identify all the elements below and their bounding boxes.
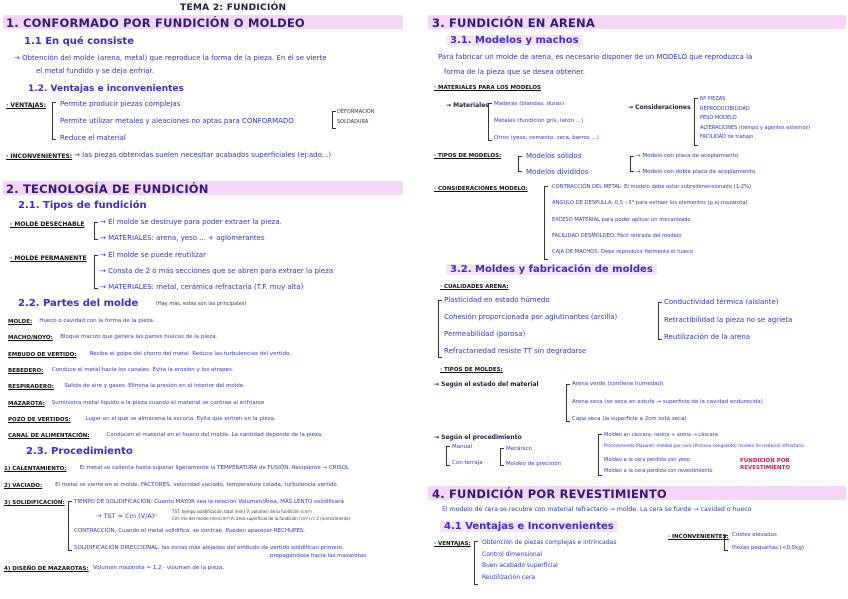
proc-text: El metal se vierte en el molde. FACTORES: velocidad vaciado, temperatura colada, turbulencia vertido. xyxy=(55,482,339,488)
s4-inconveniente-item: Costes elevados xyxy=(732,532,777,538)
s4-ventaja-item: Obtención de piezas complejas e intrincadas xyxy=(482,539,617,546)
part-label: MACHO/NOYO: xyxy=(8,335,53,342)
consideracion-modelo-item: CAJA DE MACHOS: Debe reproducir fielmente el hueco xyxy=(552,249,694,256)
material-1: Maderas (blandas, duras) xyxy=(494,101,565,107)
ventaja-2-opt-2: SOLDADURA xyxy=(337,119,369,125)
ventaja-2-opt-1: DEFORMACIÓN xyxy=(337,109,375,115)
s4-ventajas-label: · VENTAJAS: xyxy=(434,541,471,547)
consideracion-modelo-item: EXCESO MATERIAL para poder aplicar un mecanizado xyxy=(552,216,691,223)
proc-4-label: 4) DISEÑO DE MAZAROTAS: xyxy=(4,566,89,572)
part-label: EMBUDO DE VERTIDO: xyxy=(8,351,77,358)
permanente-3: → MATERIALES: metal, cerámica refractaria (T.F. muy alta) xyxy=(100,283,304,291)
consideracion-modelo-item: CONTRACCIÓN DEL METAL: El modelo debe estar sobredimensionado (1-2%) xyxy=(552,184,752,190)
segun-estado-brace xyxy=(566,384,570,422)
part-text: Lugar en el que se almacena la escoria. Evita que entren en la pieza. xyxy=(85,415,276,422)
sol-contraccion: CONTRACCIÓN: Cuando el metal solidifica, se contrae. Pueden aparecer RECHUPES. xyxy=(74,528,306,534)
precision-4: Moldeo a la cera perdida con revestimiento xyxy=(604,468,713,474)
part-label: CANAL DE ALIMENTACIÓN: xyxy=(8,433,90,440)
materiales-brace xyxy=(488,103,492,141)
tipo-modelo-2: Modelos divididos xyxy=(526,168,589,176)
consideracion-modelo-item: ÁNGULO DE DESPULLA: 0,5 - 3° para extraer los elementos (p.ej mazarota) xyxy=(552,200,748,207)
consideracion-item: PESO MODELO xyxy=(700,115,737,121)
molde-desechable-label: · MOLDE DESECHABLE xyxy=(10,221,85,228)
cualidad-2: Cohesión proporcionada por aglutinantes (arcilla) xyxy=(444,313,618,321)
s31-intro-1: Para fabricar un molde de arena, es necesario disponer de un MODELO que reproduzca la xyxy=(438,53,753,61)
estado-3: Capa seca (la superficie a 2cm está seca) xyxy=(572,416,687,422)
consideracion-item: Nº PIEZAS xyxy=(700,96,726,102)
inconvenientes-label: · INCONVENIENTES: xyxy=(6,153,73,160)
ventaja-2: Permite utilizar metales y aleaciones no aptas para CONFORMADO xyxy=(60,117,294,125)
cualidad-6: Retractibilidad la pieza no se agrieta xyxy=(664,316,793,324)
s4-inconvenientes-label: · INCONVENIENTES: xyxy=(668,534,729,540)
section-1-2-title: 1.2. Ventajas e inconvenientes xyxy=(28,84,184,94)
cualidades-right-brace xyxy=(658,302,662,340)
proc-4-text: Volumen mazarota ≈ 1,2 · volumen de la pieza. xyxy=(93,565,225,571)
s11-line-2: el metal fundido y se deja enfriar. xyxy=(36,67,155,75)
consideracion-item: FACILIDAD de trabajo xyxy=(700,134,754,140)
proc-label: 2) VACIADO: xyxy=(4,483,43,489)
section-2-2-note: (Hay más, estas son las principales) xyxy=(156,301,247,307)
proc-manual: Manual xyxy=(452,444,472,450)
section-1-title: 1. CONFORMADO POR FUNDICIÓN O MOLDEO xyxy=(6,16,305,30)
s4-ventaja-item: Buen acabado superficial xyxy=(482,562,558,569)
permanente-1: → El molde se puede reutilizar xyxy=(100,251,206,259)
page-title: TEMA 2: FUNDICIÓN xyxy=(180,3,287,13)
tipos-right-brace xyxy=(630,156,634,172)
section-2-2-title: 2.2. Partes del molde xyxy=(18,298,139,309)
tipos-modelos-label: · TIPOS DE MODELOS: xyxy=(434,153,502,159)
cualidades-brace xyxy=(438,300,442,358)
consideracion-item: ALTERACIONES (tiempo y agentes externos) xyxy=(700,124,810,131)
tipos-modelos-brace xyxy=(518,156,522,172)
part-text: Bloque macizo que genera las partes huecas de la pieza. xyxy=(60,334,218,341)
s4-ventaja-item: Control dimensional xyxy=(482,550,543,558)
materiales-label: · MATERIALES PARA LOS MODELOS xyxy=(434,85,541,91)
precision-highlight: FUNDICIÓN POR REVESTIMIENTO xyxy=(740,458,791,471)
s4-inconvenientes-brace xyxy=(724,535,728,551)
precision-1: Moldeo en cáscara: resina + arena → cáscara xyxy=(604,432,718,438)
consideracion-modelo-item: FACILIDAD DESMOLDEO: Fácil retirada del modelo xyxy=(552,232,682,239)
section-3-2-title: 3.2. Moldes y fabricación de moldes xyxy=(446,264,657,275)
section-2-title: 2. TECNOLOGÍA DE FUNDICIÓN xyxy=(6,182,209,196)
cons-modelo-brace xyxy=(544,186,548,260)
estado-1: Arena verde (contiene humedad) xyxy=(572,381,664,387)
sol-formula: → TST = Cm (V/A)ⁿ xyxy=(96,512,157,520)
tipos-moldes-label: · TIPOS DE MOLDES: xyxy=(440,367,503,373)
proc-label: 1) CALENTAMIENTO: xyxy=(4,466,67,472)
part-label: MAZAROTA: xyxy=(8,400,45,407)
tipo-modelo-2-desc: → Modelo con doble placa de acoplamiento xyxy=(636,169,756,175)
s4-inconveniente-item: Piezas pequeñas (<0,5kg) xyxy=(732,545,805,551)
proc-text: El metal se calienta hasta superar ligeramente la TEMPERATURA de FUSIÓN. Recipiente → CRISOL xyxy=(79,465,350,471)
consideraciones-modelo-label: · CONSIDERACIONES MODELO: xyxy=(434,186,528,192)
sol-vars-1: TST: tiempo solidificación total (min) V: volumen de la fundición (cm³) xyxy=(172,509,312,514)
inconveniente-1: → las piezas obtenidas suelen necesitar acabados superficiales (ej:ado...) xyxy=(74,151,332,159)
estado-2: Arena seca (se seca en estufa → superficie de la cavidad endurecida) xyxy=(572,399,763,405)
part-text: Suministra metal líquido a la pieza cuando el material se contrae al enfriarse xyxy=(51,399,265,406)
s4-intro: El modelo de cera se recubre con material refractario → molde. La cera se funde → cavidad o hueco xyxy=(442,506,752,513)
deformacion-brace xyxy=(332,111,336,129)
tipo-modelo-1-desc: → Modelo con placa de acoplamiento xyxy=(636,153,739,159)
segun-estado-label: → Según el estado del material xyxy=(434,381,539,388)
sol-tiempo: TIEMPO DE SOLIDIFICACIÓN: Cuanto MAYOR sea la relación Volumen/Área, MÁS LENTO solidificará xyxy=(74,499,344,505)
part-text: Conduce el metal hacia los canales. Evita la erosión y los atrapes. xyxy=(51,366,234,373)
section-4-title: 4. FUNDICIÓN POR REVESTIMIENTO xyxy=(432,487,667,501)
section-1-1-title: 1.1 En qué consiste xyxy=(24,36,134,47)
section-2-3-title: 2.3. Procedimiento xyxy=(26,446,133,457)
ventaja-3: Reduce el material xyxy=(60,134,126,142)
s11-line-1: → Obtención del molde (arena, metal) que reproduce la forma de la pieza. En él se vierte xyxy=(14,54,327,62)
part-text: Conducen el material en el hueco del molde. La cantidad depende de la pieza. xyxy=(106,432,323,439)
s4-ventaja-item: Reutilización cera xyxy=(482,573,536,581)
proc-mecanico-brace xyxy=(500,448,504,466)
material-2: Metales (fundición gris, latón ...) xyxy=(494,118,584,124)
solidificacion-brace xyxy=(68,501,72,551)
section-2-1-title: 2.1. Tipos de fundición xyxy=(18,200,147,211)
precision-2: Procedimiento Maxwell: moldeo por cera (Proceso congelado) modelo de material refractario xyxy=(604,444,804,449)
desechable-2: → MATERIALES: arena, yeso ... + aglomerantes xyxy=(100,234,265,242)
part-label: POZO DE VERTIDOS: xyxy=(8,416,71,423)
part-text: Hueco o cavidad con la forma de la pieza. xyxy=(39,318,155,324)
segun-proc-brace xyxy=(446,446,450,466)
s31-intro-2: forma de la pieza que se desea obtener. xyxy=(444,68,585,76)
section-3-title: 3. FUNDICIÓN EN ARENA xyxy=(432,16,595,30)
ventajas-label: · VENTAJAS: xyxy=(6,102,46,109)
desechable-brace xyxy=(94,222,98,240)
ventajas-brace xyxy=(52,102,56,140)
ventaja-1: Permite producir piezas complejas xyxy=(60,100,181,108)
cualidad-3: Permeabilidad (porosa) xyxy=(444,330,526,338)
part-text: Salida de aire y gases. Elimina la presión en el interior del molde. xyxy=(64,383,245,390)
sol-direccional: SOLIDIFICACIÓN DIRECCIONAL: las zonas más alejadas del embudo de vertido solidifican primero, xyxy=(74,545,344,551)
part-label: RESPIRADERO: xyxy=(8,384,54,391)
consideracion-item: REPRODUCIBILIDAD xyxy=(700,105,750,112)
section-4-1-title: 4.1 Ventajas e Inconvenientes xyxy=(440,521,618,532)
proc-terraja: Con terraja xyxy=(452,460,483,466)
proc-precision: Moldeo de precisión xyxy=(506,461,562,467)
precision-3: Moldeo a la cera perdida con yeso xyxy=(604,457,690,463)
material-3: Otros (yeso, cemento, cera, barros ...) xyxy=(494,135,599,141)
sol-direccional-2: propagándose hacia las mazarotas. xyxy=(270,553,368,559)
desechable-1: → El molde se destruye para poder extraer la pieza. xyxy=(100,218,282,226)
cualidad-4: Refractariedad resiste TT sin degradarse xyxy=(444,347,587,355)
permanente-brace xyxy=(94,255,98,289)
permanente-2: → Consta de 2 o más secciones que se abren para extraer la pieza xyxy=(100,267,334,275)
cualidades-label: · CUALIDADES ARENA: xyxy=(440,284,509,290)
precision-brace xyxy=(598,434,602,476)
cualidad-1: Plasticidad en estado húmedo xyxy=(444,296,550,304)
consideraciones-key: → Consideraciones xyxy=(628,104,691,111)
segun-proc-label: → Según el procedimiento xyxy=(434,434,522,441)
consideraciones-brace xyxy=(694,98,698,146)
cualidad-5: Conductividad térmica (aislante) xyxy=(664,298,779,306)
tipo-modelo-1: Modelos sólidos xyxy=(526,152,582,160)
s4-ventajas-brace xyxy=(474,541,478,585)
part-label: BEBEDERO: xyxy=(8,367,44,374)
section-3-1-title: 3.1. Modelos y machos xyxy=(446,35,583,46)
part-text: Recibe el golpe del chorro del metal. Reduce las turbulencias del vertido. xyxy=(89,350,291,357)
proc-label: 3) SOLIDIFICACIÓN: xyxy=(4,500,65,506)
molde-permanente-label: · MOLDE PERMANENTE xyxy=(10,255,87,262)
proc-mecanico: Mecánico xyxy=(506,446,532,452)
part-label: MOLDE: xyxy=(8,319,33,325)
cualidad-7: Reutilización de la arena xyxy=(664,333,751,341)
materiales-key: → Materiales xyxy=(446,102,489,109)
sol-vars-2: Cm: cte del molde (min/cm²) A: área superficial de la fundición (cm²) n: 2 (normalmente) xyxy=(172,516,351,521)
